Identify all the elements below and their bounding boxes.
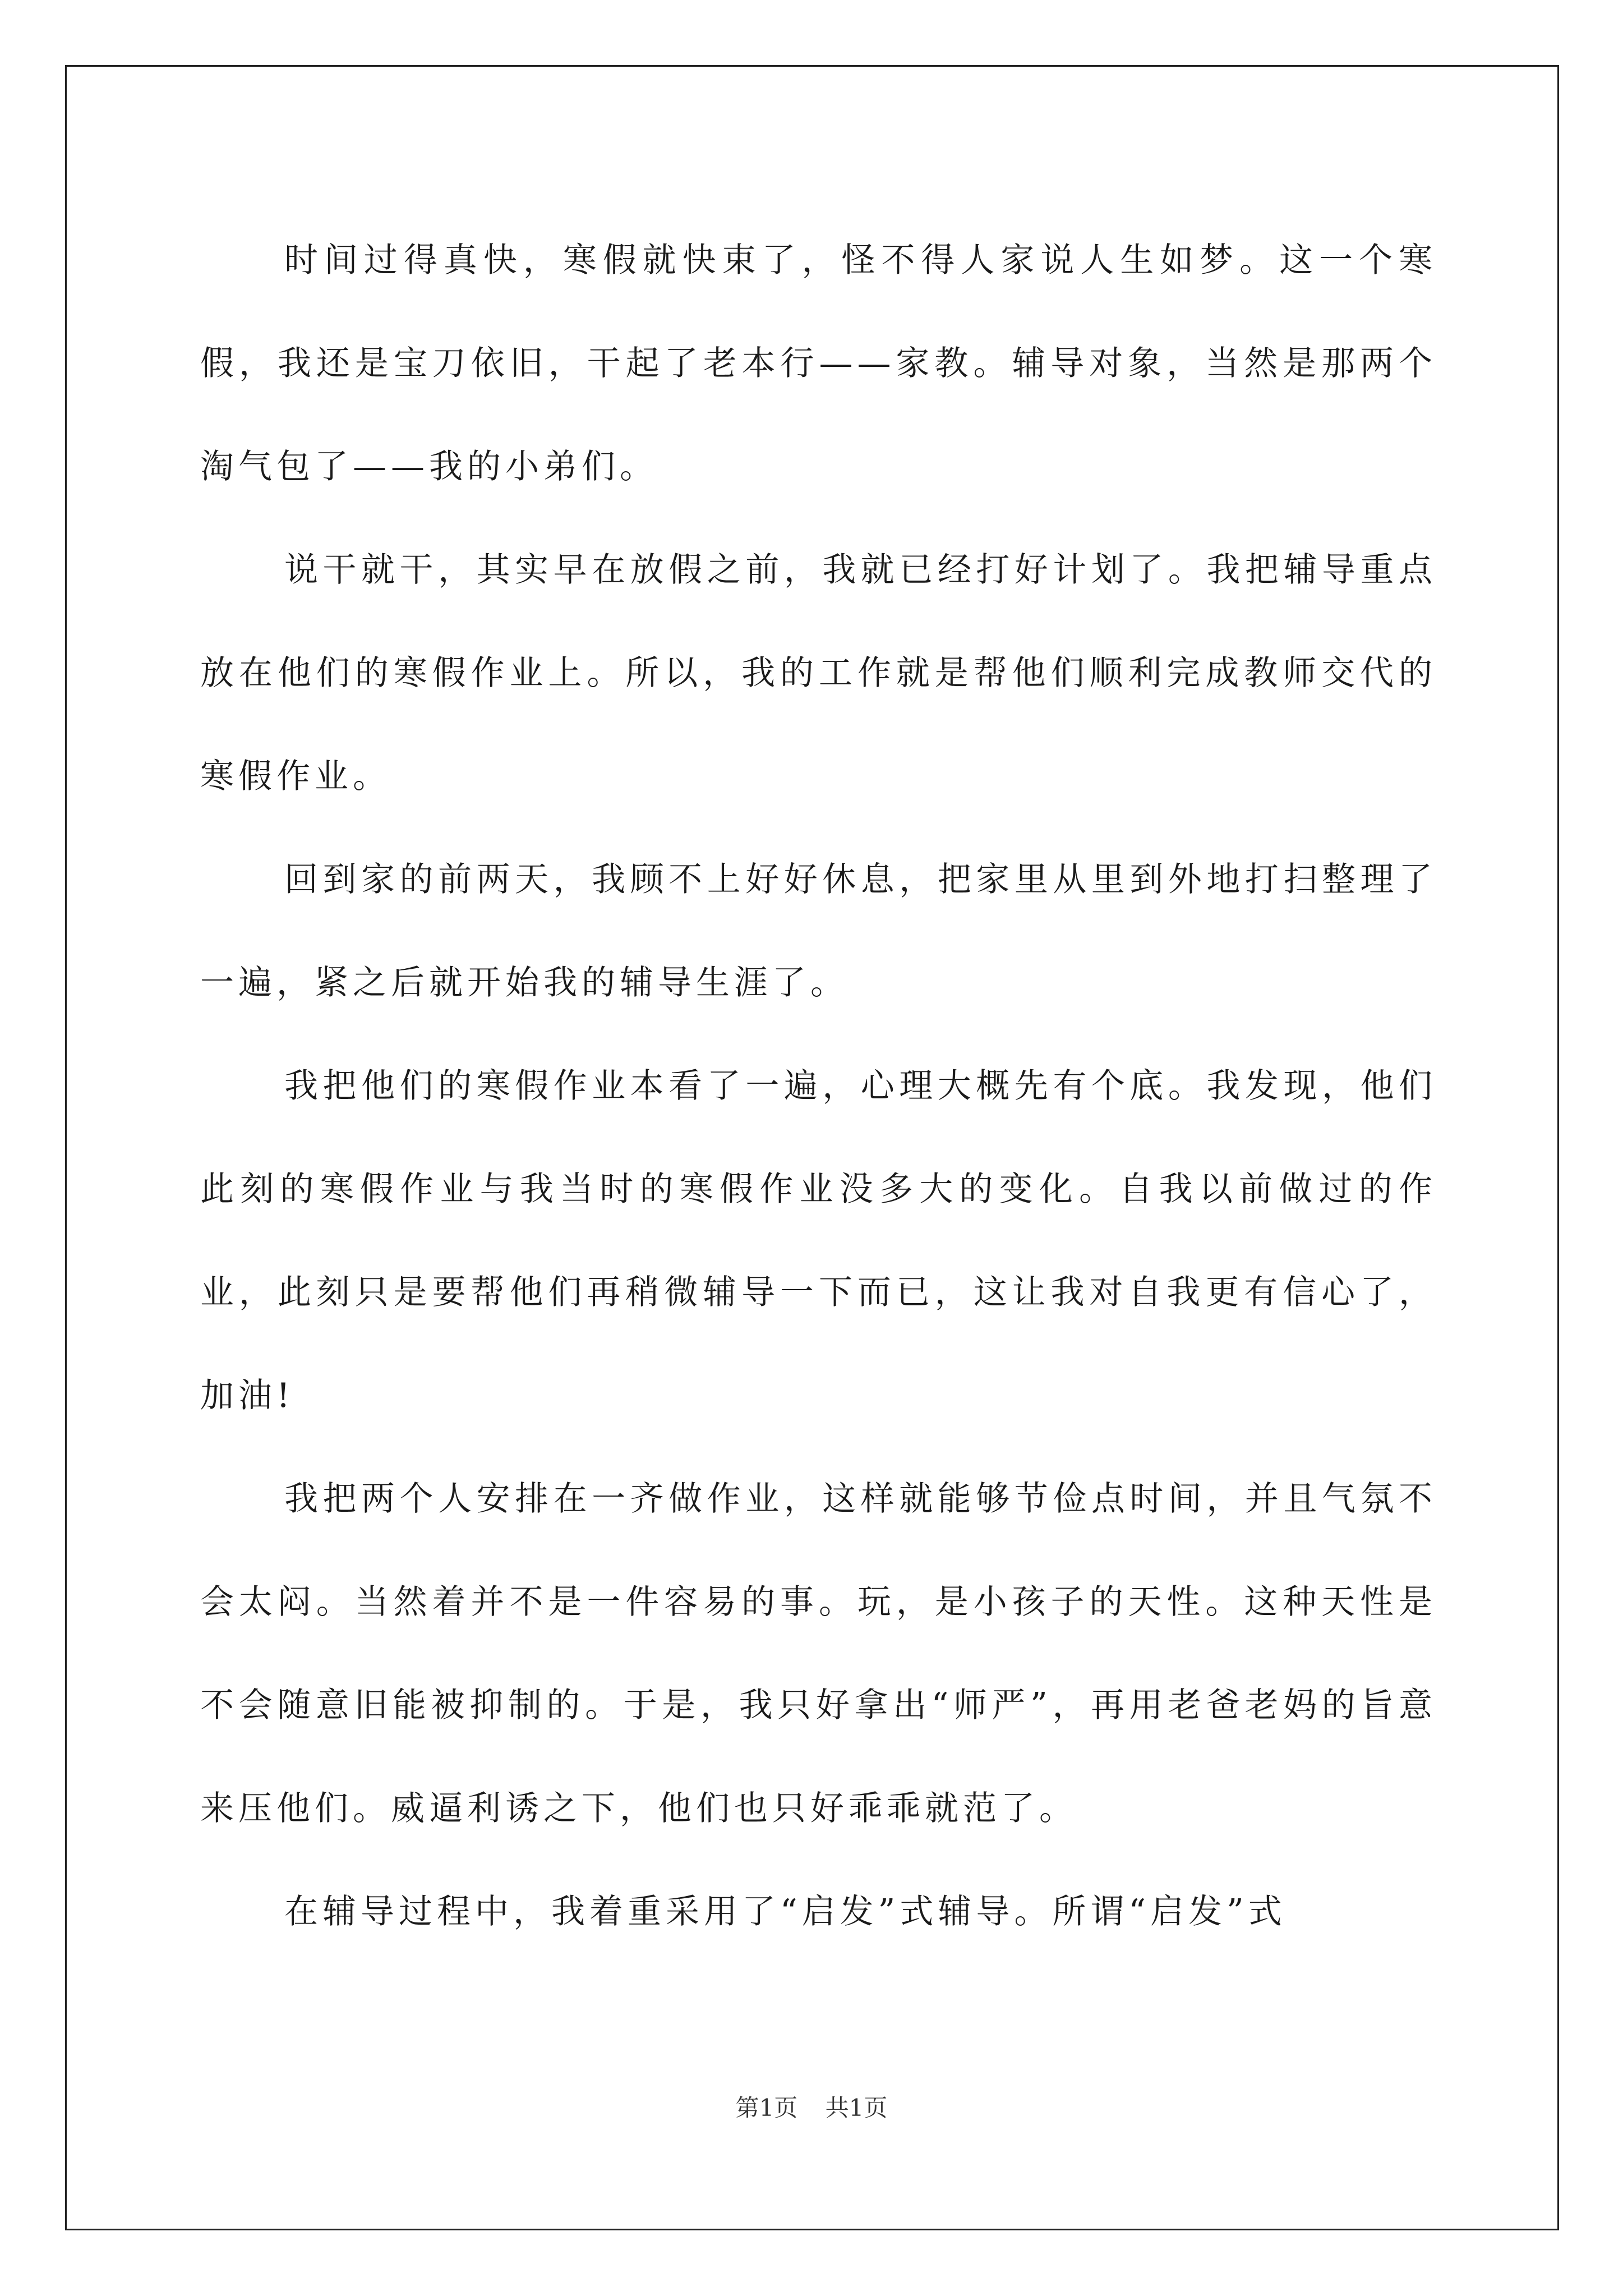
paragraph-3: 回到家的前两天，我顾不上好好休息，把家里从里到外地打扫整理了一遍，紧之后就开始我的辅导生涯了。: [200, 860, 1437, 1002]
page-footer: [0, 2090, 1623, 2123]
paragraph-2: 说干就干，其实早在放假之前，我就已经打好计划了。我把辅导重点放在他们的寒假作业上。所以，我的工作就是帮他们顺利完成教师交代的寒假作业。: [200, 550, 1437, 796]
page-total: 共1页: [825, 2094, 888, 2122]
document-body: [200, 209, 1437, 1963]
paragraph-6: 在辅导过程中，我着重采用了“启发”式辅导。所谓“启发”式: [284, 1892, 1287, 1931]
paragraph-1: 时间过得真快，寒假就快束了，怪不得人家说人生如梦。这一个寒假，我还是宝刀依旧，干起了老本行——家教。辅导对象，当然是那两个淘气包了——我的小弟们。: [200, 241, 1437, 486]
page-number: 第1页: [735, 2094, 798, 2122]
paragraph-4: 我把他们的寒假作业本看了一遍，心理大概先有个底。我发现，他们此刻的寒假作业与我当时的寒假作业没多大的变化。自我以前做过的作业，此刻只是要帮他们再稍微辅导一下而已，这让我对自我更有信心了，加油!: [200, 1066, 1437, 1415]
paragraph-5: 我把两个人安排在一齐做作业，这样就能够节俭点时间，并且气氛不会太闷。当然着并不是一件容易的事。玩，是小孩子的天性。这种天性是不会随意旧能被抑制的。于是，我只好拿出“师严”，再用老爸老妈的旨意来压他们。威逼利诱之下，他们也只好乖乖就范了。: [200, 1479, 1437, 1828]
